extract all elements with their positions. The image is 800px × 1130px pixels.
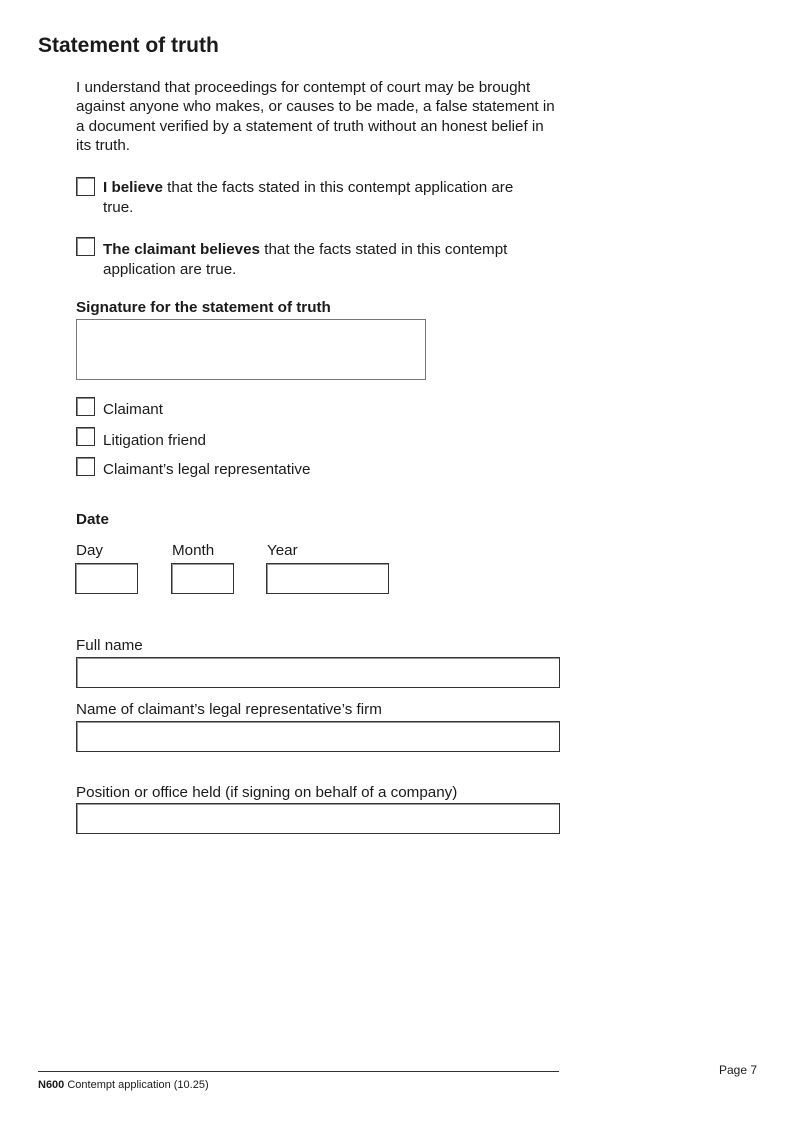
- firm-name-label: Name of claimant’s legal representative’s firm: [76, 701, 382, 718]
- page-number: Page 7: [719, 1063, 758, 1077]
- day-input[interactable]: [75, 563, 138, 594]
- page-title: Statement of truth: [38, 34, 219, 57]
- form-code: N600: [38, 1079, 65, 1091]
- position-input[interactable]: [76, 803, 560, 834]
- month-label: Month: [172, 542, 215, 559]
- day-label: Day: [76, 542, 104, 559]
- legal-representative-checkbox[interactable]: [76, 457, 95, 476]
- claimant-believes-checkbox[interactable]: [76, 237, 95, 256]
- form-title: Contempt application (10.25): [64, 1079, 209, 1091]
- full-name-input[interactable]: [76, 657, 560, 688]
- firm-name-input[interactable]: [76, 721, 560, 752]
- claimant-believes-bold: The claimant believes: [103, 241, 261, 258]
- i-believe-rest: that the facts stated in this contempt application are true.: [103, 179, 514, 216]
- i-believe-checkbox[interactable]: [76, 177, 95, 196]
- date-label: Date: [76, 511, 109, 528]
- form-reference: [38, 1078, 209, 1092]
- legal-representative-label: Claimant’s legal representative: [103, 461, 311, 478]
- full-name-label: Full name: [76, 637, 143, 654]
- year-label: Year: [267, 542, 298, 559]
- year-input[interactable]: [266, 563, 389, 594]
- signature-box[interactable]: [76, 319, 426, 380]
- claimant-checkbox[interactable]: [76, 397, 95, 416]
- claimant-believes-rest: that the facts stated in this contempt application are true.: [103, 241, 508, 278]
- i-believe-statement: [103, 178, 543, 217]
- position-label: Position or office held (if signing on behalf of a company): [76, 784, 458, 801]
- litigation-friend-checkbox[interactable]: [76, 427, 95, 446]
- statement-intro: I understand that proceedings for contempt of court may be brought against anyone who makes, or causes to be made, a false statement in a document verified by a statement of truth without an honest belief in its truth.: [76, 79, 555, 154]
- month-input[interactable]: [171, 563, 234, 594]
- litigation-friend-label: Litigation friend: [103, 432, 207, 449]
- claimant-believes-statement: [103, 240, 543, 279]
- signature-label: Signature for the statement of truth: [76, 299, 331, 316]
- i-believe-bold: I believe: [103, 179, 163, 196]
- footer-divider: [38, 1071, 559, 1072]
- claimant-label: Claimant: [103, 401, 163, 418]
